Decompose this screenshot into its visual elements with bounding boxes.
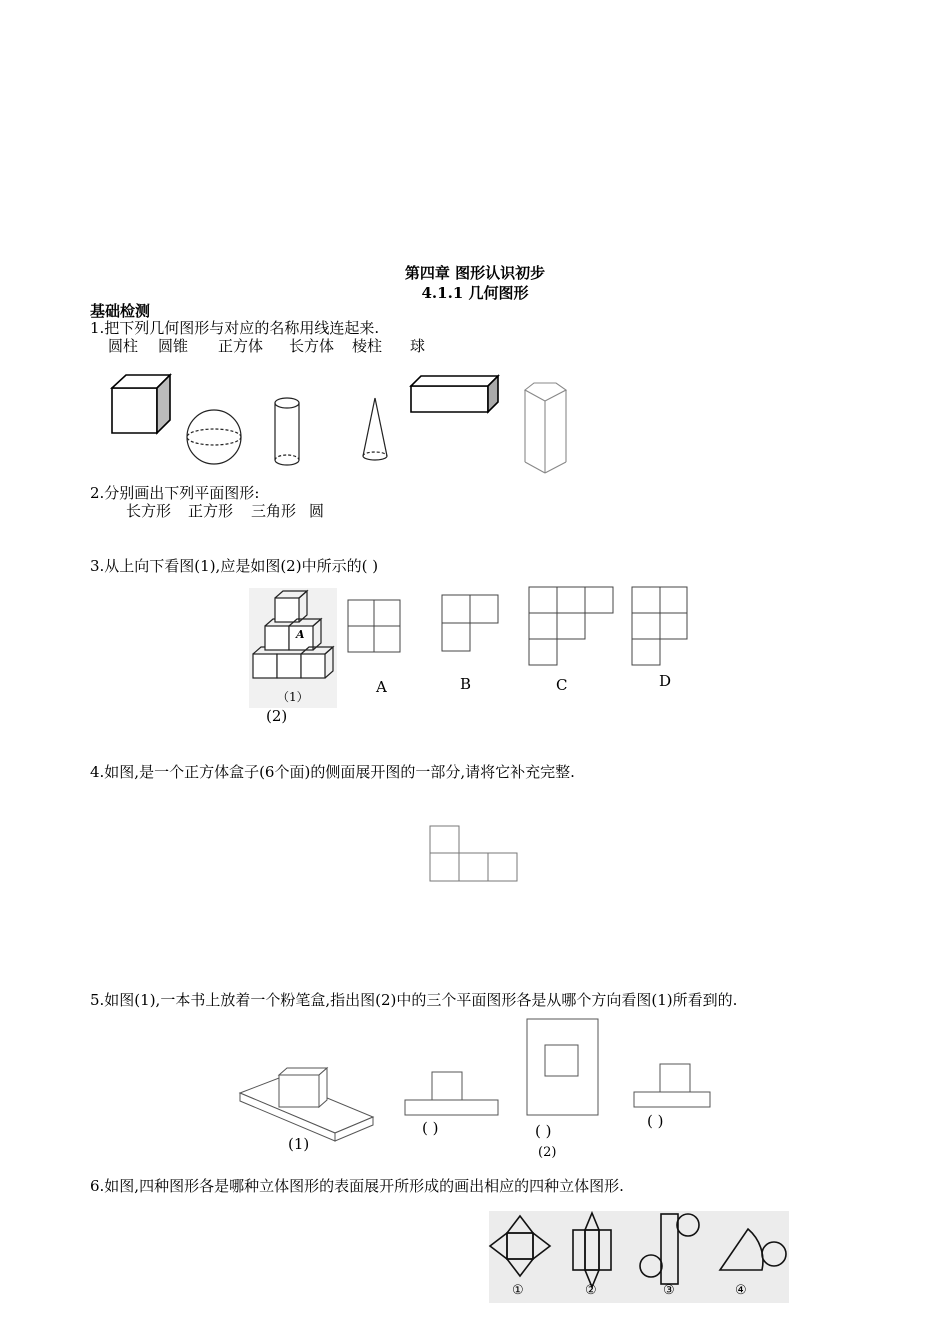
q1-name-cylinder: 圆柱 xyxy=(108,337,139,355)
q5-fig1-label: (1) xyxy=(288,1135,310,1153)
q3-cube-letter: A xyxy=(296,628,305,641)
q3-option-c-figure xyxy=(529,587,613,665)
q5-view-3-figure xyxy=(634,1064,710,1107)
q5-view-2-figure xyxy=(527,1019,598,1115)
q2-name-circle: 圆 xyxy=(309,502,325,520)
q6-num-2: ② xyxy=(585,1283,597,1298)
q6-num-4: ④ xyxy=(735,1283,747,1298)
q5-blank-1: ( ) xyxy=(422,1119,439,1137)
q5-blank-2: ( ) xyxy=(535,1122,552,1140)
q1-cylinder-figure xyxy=(275,398,299,465)
q3-option-c-label: C xyxy=(556,676,568,694)
q3-option-d-label: D xyxy=(659,672,672,690)
q2-name-square: 正方形 xyxy=(188,502,234,520)
q6-num-3: ③ xyxy=(663,1283,675,1298)
q1-cube-figure xyxy=(112,375,170,433)
q1-name-prism: 棱柱 xyxy=(352,337,383,355)
q1-name-cuboid: 长方体 xyxy=(289,337,335,355)
q5-view-1-figure xyxy=(405,1072,498,1115)
q3-fig2-label: (2) xyxy=(266,707,288,725)
q1-cuboid-figure xyxy=(411,376,498,412)
q4-text: 4.如图,是一个正方体盒子(6个面)的侧面展开图的一部分,请将它补充完整. xyxy=(90,763,575,781)
q2-text: 2.分别画出下列平面图形: xyxy=(90,484,260,502)
q3-option-b-label: B xyxy=(460,675,472,693)
q5-text: 5.如图(1),一本书上放着一个粉笔盒,指出图(2)中的三个平面图形各是从哪个方向看图(1)所看到的. xyxy=(90,991,738,1009)
chapter-title: 第四章 图形认识初步 xyxy=(404,264,546,282)
q1-name-cone: 圆锥 xyxy=(158,337,189,355)
q1-sphere-figure xyxy=(187,410,241,464)
q2-name-triangle: 三角形 xyxy=(251,502,297,520)
q4-net-figure xyxy=(430,826,517,881)
q3-option-a-figure xyxy=(348,600,400,652)
q5-fig2-label: (2) xyxy=(538,1145,557,1160)
q3-fig1-label: （1） xyxy=(277,690,309,704)
q6-text: 6.如图,四种图形各是哪种立体图形的表面展开所形成的画出相应的四种立体图形. xyxy=(90,1177,624,1195)
q3-option-a-label: A xyxy=(376,678,387,696)
basic-heading: 基础检测 xyxy=(90,302,151,320)
q1-text: 1.把下列几何图形与对应的名称用线连起来. xyxy=(90,319,380,337)
q1-prism-figure xyxy=(525,383,566,473)
section-title: 4.1.1 几何图形 xyxy=(421,284,529,302)
q3-option-b-figure xyxy=(442,595,498,651)
q1-cone-figure xyxy=(363,398,387,460)
q6-num-1: ① xyxy=(512,1283,524,1298)
q2-name-rectangle: 长方形 xyxy=(126,502,172,520)
q5-book-box-figure xyxy=(240,1068,373,1141)
q5-blank-3: ( ) xyxy=(647,1112,664,1130)
q3-text: 3.从上向下看图(1),应是如图(2)中所示的( ) xyxy=(90,557,379,575)
q1-name-sphere: 球 xyxy=(410,337,426,355)
q3-option-d-figure xyxy=(632,587,687,665)
q1-name-cube: 正方体 xyxy=(218,337,264,355)
